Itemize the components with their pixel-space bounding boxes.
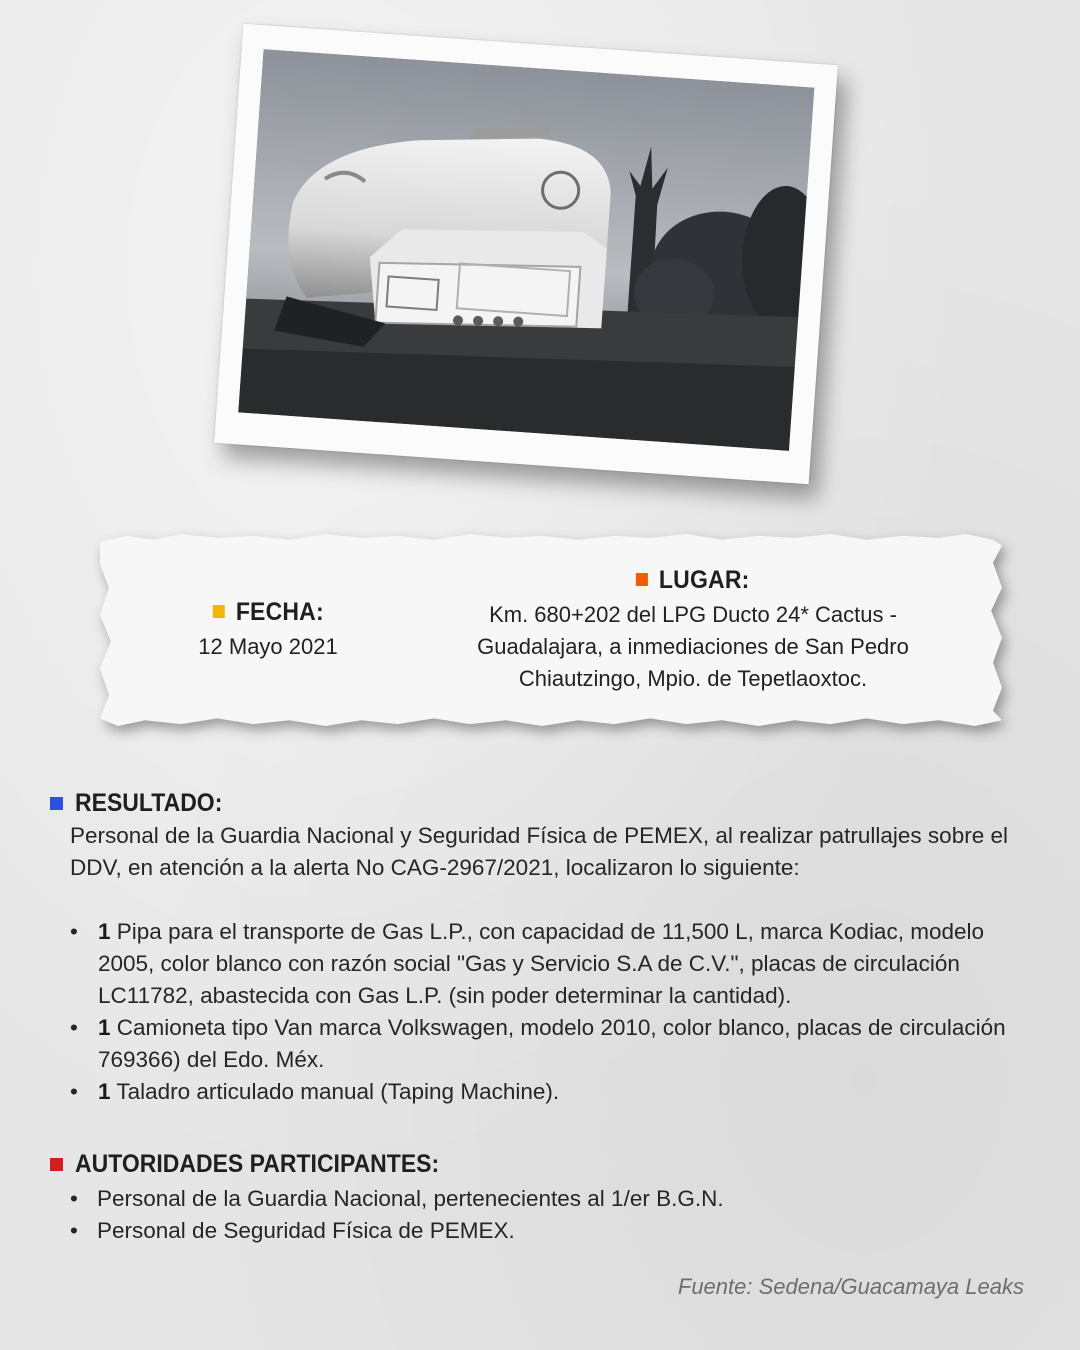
list-item bbox=[50, 1215, 1010, 1247]
item-quantity: 1 bbox=[98, 1079, 111, 1104]
resultado-section bbox=[50, 786, 1010, 1108]
fecha-heading bbox=[212, 598, 323, 627]
blue-square-icon bbox=[50, 797, 63, 810]
resultado-heading bbox=[50, 786, 1010, 820]
list-item bbox=[50, 1076, 1010, 1108]
fecha-label: FECHA: bbox=[235, 598, 324, 626]
resultado-text: Personal de la Guardia Nacional y Seguridad Física de PEMEX, al realizar patrullajes sobre el DDV, en atención a la alerta No CAG-2967/2021, localizaron lo siguiente: bbox=[70, 823, 1008, 880]
bullet-icon: • bbox=[70, 1015, 78, 1040]
resultado-label: RESULTADO: bbox=[75, 788, 223, 817]
autoridades-section bbox=[50, 1147, 1010, 1247]
item-text: Camioneta tipo Van marca Volkswagen, modelo 2010, color blanco, placas de circulación 769366) del Edo. Méx. bbox=[98, 1015, 1006, 1072]
lugar-block bbox=[440, 566, 946, 695]
bullet-icon: • bbox=[70, 1218, 78, 1243]
item-text: Personal de la Guardia Nacional, pertenecientes al 1/er B.G.N. bbox=[97, 1186, 724, 1211]
lugar-value: Km. 680+202 del LPG Ducto 24* Cactus - Guadalajara, a inmediaciones de San Pedro Chiautzingo, Mpio. de Tepetlaoxtoc. bbox=[477, 602, 909, 691]
source-credit: Fuente: Sedena/Guacamaya Leaks bbox=[677, 1274, 1024, 1299]
orange-square-icon bbox=[636, 573, 648, 586]
item-quantity: 1 bbox=[98, 919, 111, 944]
tanker-truck-illustration bbox=[238, 49, 814, 451]
resultado-list bbox=[50, 916, 1010, 1108]
bullet-icon: • bbox=[70, 1186, 78, 1211]
fecha-value: 12 Mayo 2021 bbox=[198, 634, 338, 659]
tanker-truck-photo bbox=[238, 49, 814, 451]
lugar-label: LUGAR: bbox=[659, 566, 750, 594]
item-text: Pipa para el transporte de Gas L.P., con capacidad de 11,500 L, marca Kodiac, modelo 2005, color blanco con razón social "Gas y Servicio S.A de C.V.", placas de circulación LC11782, abastecida con Gas L.P. (sin poder determinar la cantidad). bbox=[98, 919, 984, 1008]
photo-frame bbox=[214, 24, 838, 485]
list-item bbox=[50, 1183, 1010, 1215]
autoridades-heading bbox=[50, 1147, 1010, 1181]
list-item bbox=[50, 1012, 1010, 1076]
item-text: Taladro articulado manual (Taping Machine). bbox=[116, 1079, 560, 1104]
bullet-icon: • bbox=[70, 919, 78, 944]
autoridades-label: AUTORIDADES PARTICIPANTES: bbox=[75, 1149, 440, 1178]
fecha-block bbox=[188, 598, 348, 663]
item-quantity: 1 bbox=[98, 1015, 111, 1040]
lugar-heading bbox=[636, 566, 750, 595]
autoridades-list bbox=[50, 1183, 1010, 1247]
bullet-icon: • bbox=[70, 1079, 78, 1104]
red-square-icon bbox=[50, 1158, 63, 1171]
item-text: Personal de Seguridad Física de PEMEX. bbox=[97, 1218, 515, 1243]
info-card bbox=[100, 534, 1002, 726]
list-item bbox=[50, 916, 1010, 1012]
yellow-square-icon bbox=[212, 605, 224, 618]
